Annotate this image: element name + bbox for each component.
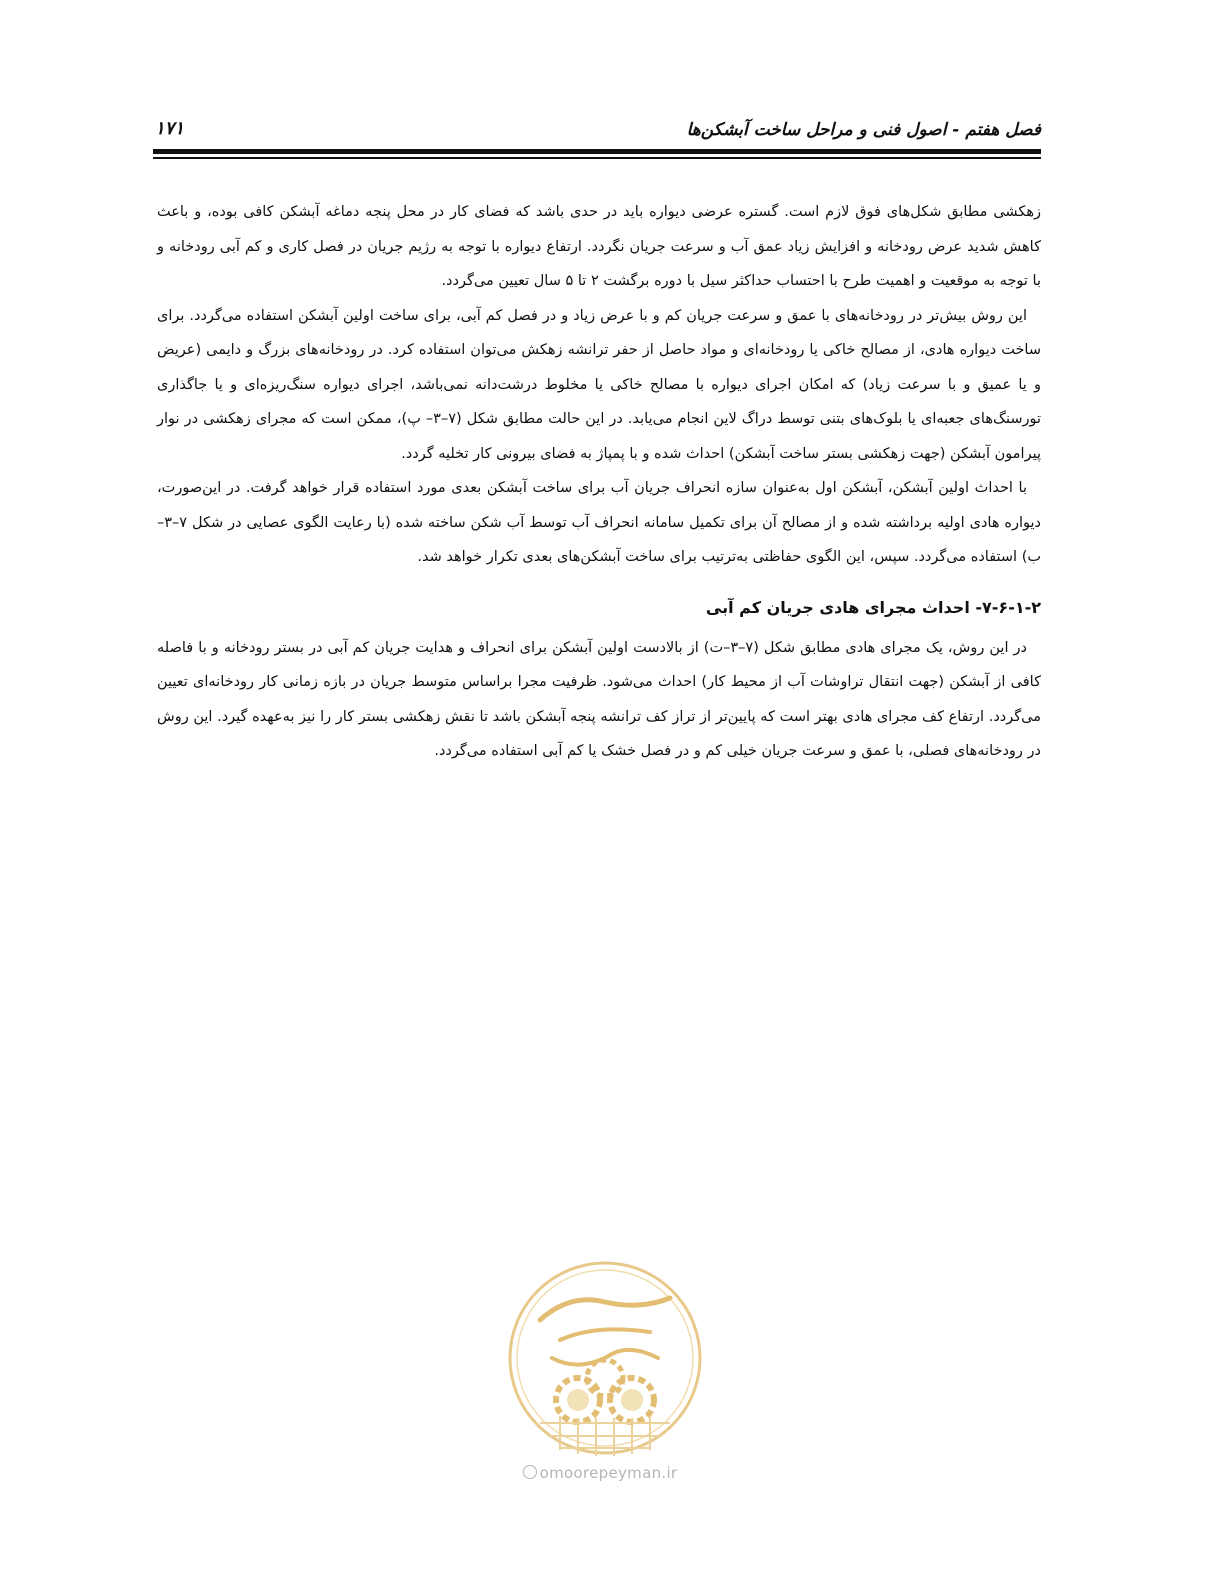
chapter-title: فصل هفتم - اصول فنی و مراحل ساخت آبشکن‌ها bbox=[686, 120, 1041, 140]
watermark-logo bbox=[500, 1258, 710, 1478]
section-heading: ۷-۶-۱-۲- احداث مجرای هادی جریان کم آبی bbox=[705, 597, 1041, 617]
page-header bbox=[153, 116, 1041, 146]
globe-icon bbox=[523, 1465, 537, 1479]
body-paragraph: زهکشی مطابق شکل‌های فوق لازم است. گستره عرضی دیواره باید در حدی باشد که فضای کار در محل پنجه دماغه آبشکن کافی بوده، و باعث کاهش شدید عرض رودخانه و افزایش زیاد عمق آب و سرعت جریان نگردد. ارتفاع دیواره با توجه به رژیم جریان در فصل کاری و کم آبی رودخانه و با توجه به موقعیت و اهمیت طرح با احتساب حداکثر سیل با دوره برگشت ۲ تا ۵ سال تعیین می‌گردد. bbox=[157, 204, 1041, 289]
header-rule-thin bbox=[153, 157, 1041, 159]
body-paragraph: با احداث اولین آبشکن، آبشکن اول به‌عنوان سازه انحراف جریان آب برای ساخت آبشکن بعدی مورد استفاده قرار خواهد گرفت. در این‌صورت، دیواره هادی اولیه برداشته شده و از مصالح آن برای تکمیل سامانه انحراف آب توسط آب شکن ساخته شده (با رعایت الگوی عصایی در شکل ۷–۳– ب) استفاده می‌گردد. سپس، این الگوی حفاظتی به‌ترتیب برای ساخت آبشکن‌های بعدی تکرار خواهد شد. bbox=[157, 480, 1041, 565]
watermark-url bbox=[495, 1464, 705, 1482]
section-paragraph: در این روش، یک مجرای هادی مطابق شکل (۷–۳–ت) از بالادست اولین آبشکن برای انحراف و هدایت جریان کم آبی در بستر رودخانه و با فاصله کافی از آبشکن (جهت انتقال تراوشات آب از محیط کار) احداث می‌شود. ظرفیت مجرا براساس متوسط جریان در بازه زمانی کار رودخانه‌ای تعیین می‌گردد. ارتفاع کف مجرای هادی بهتر است که پایین‌تر از تراز کف ترانشه پنجه آبشکن باشد تا نقش زهکشی بستر کار را نیز به‌عهده گیرد. این روش در رودخانه‌های فصلی، با عمق و سرعت جریان خیلی کم و در فصل خشک یا کم آبی استفاده می‌گردد. bbox=[157, 639, 1041, 759]
header-rule-thick bbox=[153, 149, 1041, 154]
watermark-url-text: omoorepeyman.ir bbox=[539, 1464, 678, 1482]
page-number: ۱۷۱ bbox=[155, 118, 185, 139]
watermark-logo-icon bbox=[500, 1258, 710, 1478]
page-body bbox=[157, 195, 1041, 769]
body-paragraph: این روش بیش‌تر در رودخانه‌های با عمق و سرعت جریان کم و با عرض زیاد و در فصل کم آبی، برای ساخت اولین آبشکن استفاده می‌گردد. برای ساخت دیواره هادی، از مصالح خاکی یا رودخانه‌ای و مواد حاصل از حفر ترانشه زهکش می‌توان استفاده کرد. در رودخانه‌های بزرگ و دایمی (عریض و یا عمیق و با سرعت زیاد) که امکان اجرای دیواره با مصالح خاکی یا مخلوط درشت‌دانه نمی‌باشد، اجرای دیواره سنگ‌ریزه‌ای و یا جاگذاری تورسنگ‌های جعبه‌ای یا بلوک‌های بتنی توسط دراگ لاین انجام می‌یابد. در این حالت مطابق شکل (۷–۳– پ)، ممکن است که مجرای زهکشی در نوار پیرامون آبشکن (جهت زهکشی بستر ساخت آبشکن) احداث شده و با پمپاژ به فضای بیرونی کار تخلیه گردد. bbox=[157, 307, 1041, 462]
